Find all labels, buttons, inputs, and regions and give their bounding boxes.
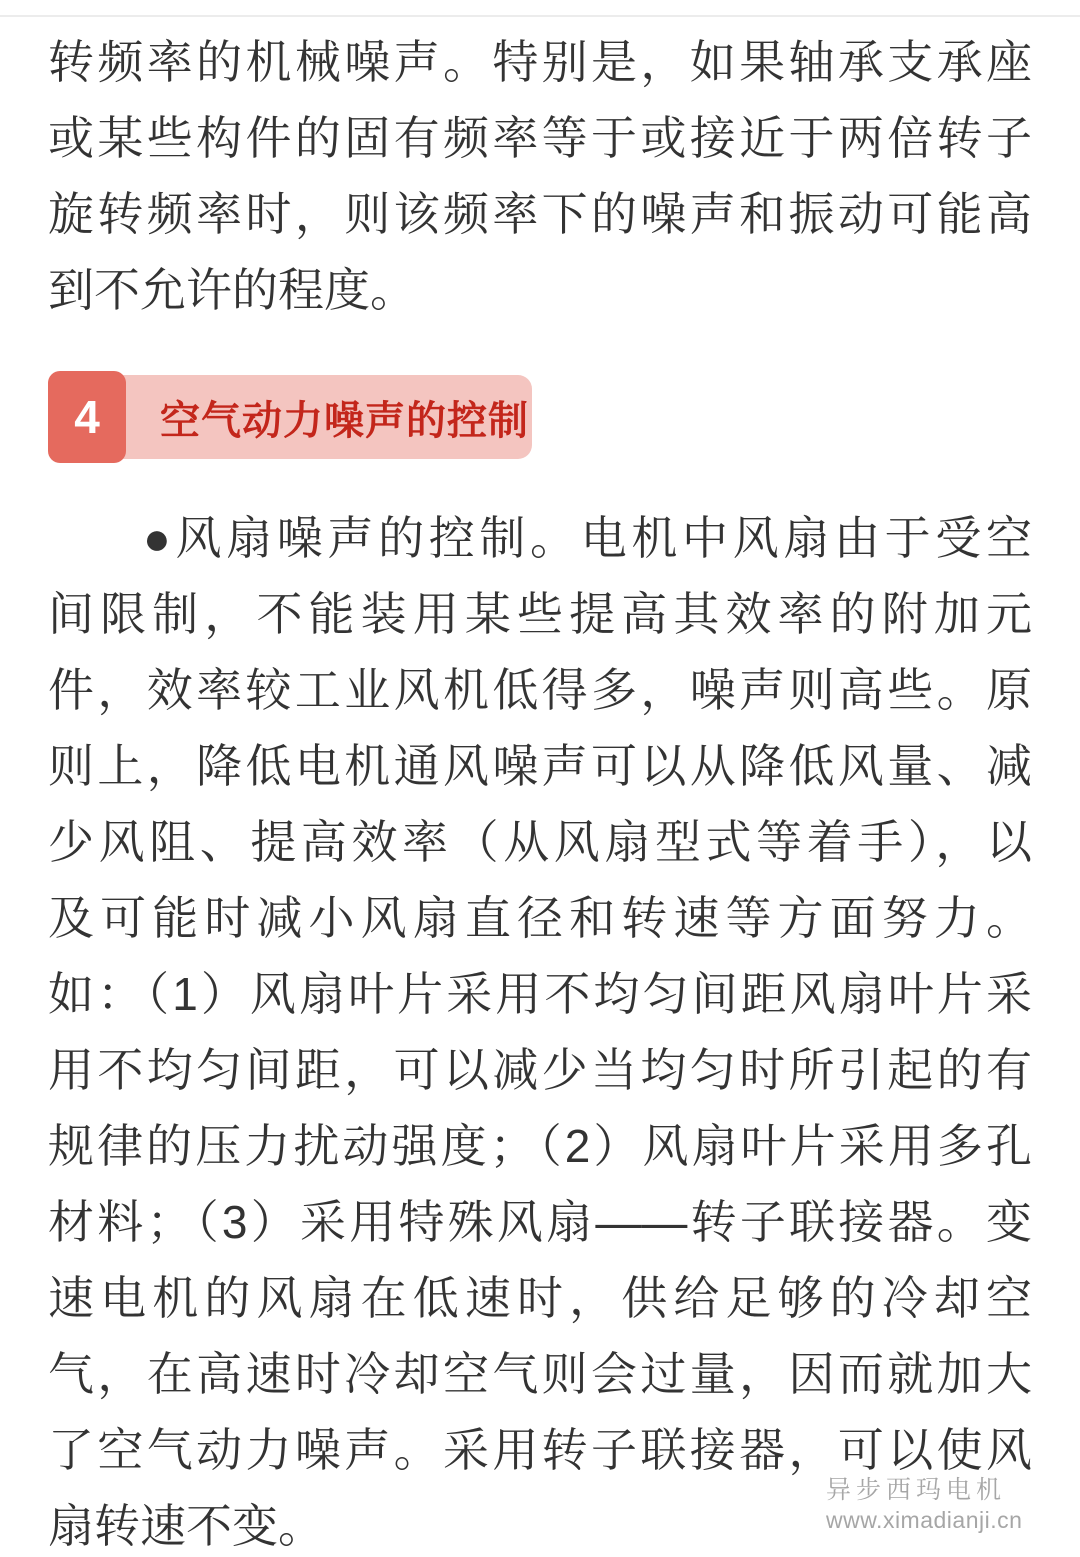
section-number-badge <box>48 371 126 463</box>
text-line: 旋转频率时，则该频率下的噪声和振动可能高 <box>48 188 1032 240</box>
text-line: 如：（1）风扇叶片采用不均匀间距风扇叶片采 <box>48 968 1032 1020</box>
text-line: 或某些构件的固有频率等于或接近于两倍转子 <box>48 112 1032 164</box>
text-line: 用不均匀间距，可以减少当均匀时所引起的有 <box>48 1044 1032 1096</box>
text-line: 件，效率较工业风机低得多，噪声则高些。原 <box>48 664 1032 716</box>
top-divider <box>0 15 1080 17</box>
text-line: 材料；（3）采用特殊风扇——转子联接器。变 <box>48 1196 1032 1248</box>
text-line: 转频率的机械噪声。特别是，如果轴承支承座 <box>48 36 1032 88</box>
text-line: 了空气动力噪声。采用转子联接器，可以使风 <box>48 1424 1032 1476</box>
text-line: 间限制，不能装用某些提高其效率的附加元 <box>48 588 1032 640</box>
text-line: 及可能时减小风扇直径和转速等方面努力。 <box>48 892 1032 944</box>
section-title: 空气动力噪声的控制 <box>160 398 529 443</box>
text-line: 规律的压力扰动强度；（2）风扇叶片采用多孔 <box>48 1120 1032 1172</box>
paragraph-fan-noise <box>48 500 1032 1557</box>
watermark-url: www.ximadianji.cn <box>826 1507 1023 1533</box>
watermark-brand: 异步西玛电机 <box>826 1476 1007 1504</box>
text-line: 少风阻、提高效率（从风扇型式等着手），以 <box>48 816 1032 868</box>
text-line: 到不允许的程度。 <box>48 264 416 316</box>
text-line: 则上，降低电机通风噪声可以从降低风量、减 <box>48 740 1032 792</box>
text-line: ●风扇噪声的控制。电机中风扇由于受空 <box>143 512 1032 564</box>
text-line: 扇转速不变。 <box>48 1500 324 1552</box>
watermark <box>826 1470 1022 1534</box>
text-line: 速电机的风扇在低速时，供给足够的冷却空 <box>48 1272 1032 1324</box>
section-number: 4 <box>74 391 100 443</box>
paragraph-mechanical-noise <box>48 24 1032 328</box>
section-header <box>48 371 532 463</box>
text-line: 气，在高速时冷却空气则会过量，因而就加大 <box>48 1348 1032 1400</box>
